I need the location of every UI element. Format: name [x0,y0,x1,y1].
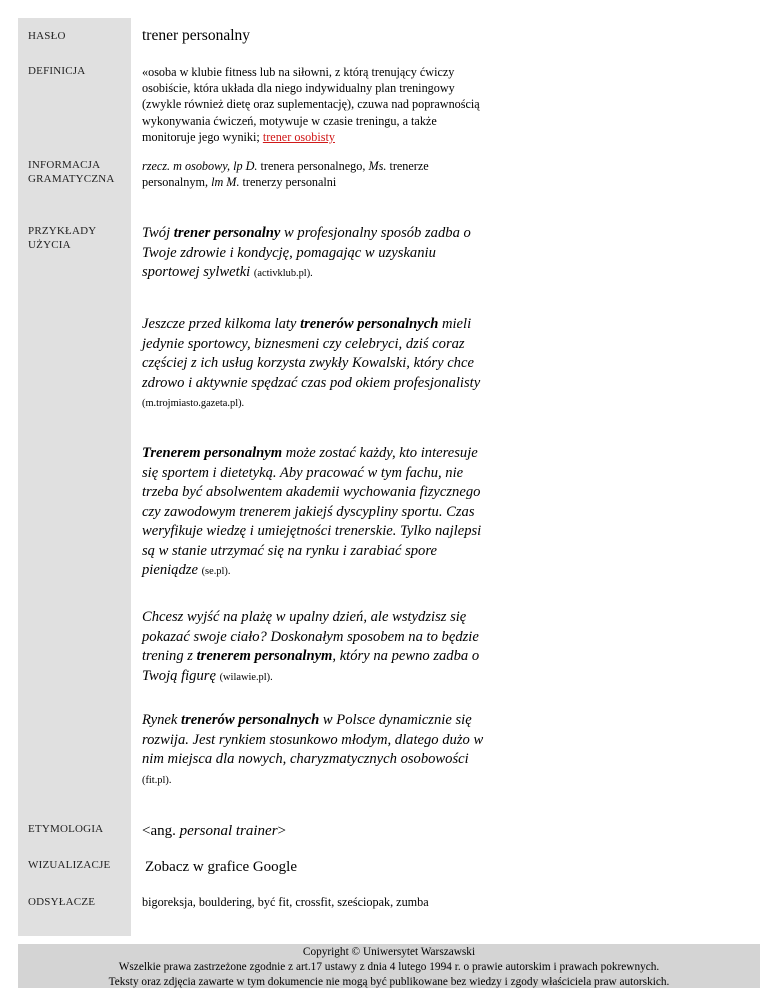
example-text: Chcesz wyjść na plażę w upalny dzień, ale wstydzisz się pokazać swoje ciało? Doskonałym sposobem na to będzie trening z [142,609,479,664]
label-odsylacze: ODSYŁACZE [28,896,96,908]
example-text: Jeszcze przed kilkoma laty [142,316,301,332]
headword: trener personalny [142,27,251,44]
example-source: (m.trojmiasto.gazeta.pl). [142,398,245,409]
example-highlight: trenerów personalnych [181,712,320,728]
etymology-term: personal trainer [179,823,278,839]
example-source: (fit.pl). [142,774,172,786]
example-highlight: trener personalny [173,225,281,241]
grammar-tag: lm M. [211,175,240,190]
example-source: (activklub.pl). [253,268,313,279]
usage-example [142,608,492,687]
label-haslo: HASŁO [28,30,66,42]
label-etymologia: ETYMOLOGIA [28,823,104,835]
example-source: (wilawie.pl). [219,671,273,683]
example-text: w profesjonalny sposób zadba o Twoje zdrowie i kondycję, pomagając w uzyskaniu sportowej sylwetki [142,225,471,280]
grammar-form: trenerze personalnym, [142,159,429,190]
etymology-suffix: > [277,823,287,839]
cross-references: bigoreksja, bouldering, być fit, crossfit, sześciopak, zumba [142,895,429,909]
usage-example [142,224,492,284]
grammar-form: trenerzy personalni [239,175,337,190]
example-highlight: trenerem personalnym [196,648,333,664]
grammar-info [142,158,462,190]
label-line: INFORMACJA [28,159,101,171]
example-text: mieli jedynie sportowcy, biznesmeni czy celebryci, dziś coraz częściej z ich usług korzysta zwykły Kowalski, który chce zdrowo i aktywnie spędzać czas pod okiem profesjonalisty [142,316,481,391]
grammar-tag: rzecz. m osobowy, lp D. [142,159,258,173]
example-text: może zostać każdy, kto interesuje się sportem i dietetyką. Aby pracować w tym fachu, nie trzeba być absolwentem akademii wychowania fizycznego czy zawodowym trenerem jakiejś dyscypliny sportu. Czas weryfikuje wiedzę i umiejętności trenerskie. Tylko najlepsi są w stanie utrzymać się na rynku i zarabiać spore pieniądze [142,445,482,578]
label-line: UŻYCIA [28,239,71,251]
definition-text: «osoba w klubie fitness lub na siłowni, z którą trenujący ćwiczy osobiście, która układa dla niego indywidualny plan treningowy (zwykle również dietę oraz suplementację), czuwa nad poprawnością wykonywania ćwiczeń, motywuje w czasie treningu, a także monitoruje jego wyniki; [142,65,480,144]
example-text: , który na pewno zadba o Twoją figurę [142,648,480,684]
example-text: w Polsce dynamicznie się rozwija. Jest rynkiem stosunkowo młodym, dlatego dużo w nim miejsca dla nowych, charyzmatycznych osobowości [142,712,484,767]
definition [142,64,492,145]
example-text: Twój [142,225,174,241]
example-highlight: Trenerem personalnym [142,445,283,461]
google-images-link[interactable]: Zobacz w grafice Google [145,859,298,875]
label-column [18,18,131,936]
footer-line: Teksty oraz zdjęcia zawarte w tym dokumencie nie mogą być publikowane bez wiedzy i zgody właściciela praw autorskich. [108,976,670,988]
label-przyklady-uzycia [28,224,96,252]
copyright-footer [18,944,760,988]
example-source: (se.pl). [201,566,231,577]
grammar-tag: Ms. [368,159,387,173]
label-line: GRAMATYCZNA [28,173,115,185]
definition-link[interactable]: trener osobisty [262,129,335,144]
usage-example [142,711,492,790]
example-highlight: trenerów personalnych [300,316,439,332]
etymology-prefix: <ang. [142,823,180,839]
label-line: PRZYKŁADY [28,225,97,237]
usage-example [142,315,492,414]
label-wizualizacje: WIZUALIZACJE [28,859,111,871]
footer-line: Wszelkie prawa zastrzeżone zgodnie z art.17 ustawy z dnia 4 lutego 1994 r. o prawie autorskim i prawach pokrewnych. [118,961,660,973]
label-informacja-gramatyczna [28,158,115,186]
footer-line: Copyright © Uniwersytet Warszawski [302,946,476,958]
grammar-form: trenera personalnego, [257,159,369,173]
usage-example [142,444,487,582]
label-definicja: DEFINICJA [28,65,86,77]
etymology [142,822,492,842]
example-text: Rynek [142,712,182,728]
